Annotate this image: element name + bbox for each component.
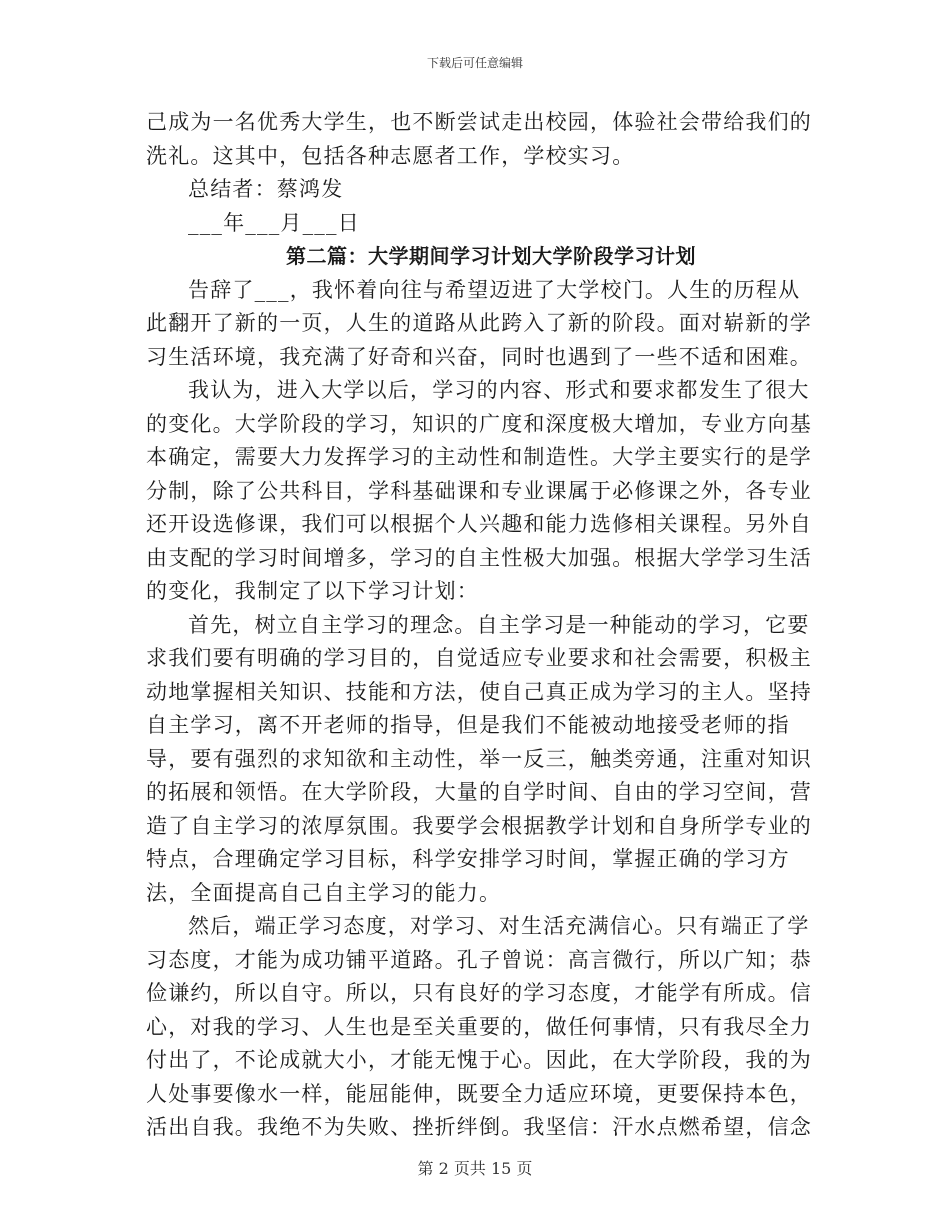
paragraph-intro: 告辞了___，我怀着向往与希望迈进了大学校门。人生的历程从此翻开了新的一页，人生的道路从此跨入了新的阶段。面对崭新的学习生活环境，我充满了好奇和兴奋，同时也遇到了一些不适和困难。 bbox=[146, 277, 812, 369]
date-line: ___年___月___日 bbox=[188, 210, 360, 235]
paragraph-opinion: 我认为，进入大学以后，学习的内容、形式和要求都发生了很大的变化。大学阶段的学习，知识的广度和深度极大增加，专业方向基本确定，需要大力发挥学习的主动性和制造性。大学主要实行的是学分制，除了公共科目，学科基础课和专业课属于必修课之外，各专业还开设选修课，我们可以根据个人兴趣和能力选修相关课程。另外自由支配的学习时间增多，学习的自主性极大加强。根据大学学习生活的变化，我制定了以下学习计划： bbox=[146, 378, 812, 603]
page-footer: 第 2 页共 15 页 bbox=[417, 1159, 533, 1178]
summary-author: 总结者：蔡鸿发 bbox=[188, 177, 344, 201]
paragraph-first: 首先，树立自主学习的理念。自主学习是一种能动的学习，它要求我们要有明确的学习目的，自觉适应专业要求和社会需要，积极主动地掌握相关知识、技能和方法，使自己真正成为学习的主人。坚持自主学习，离不开老师的指导，但是我们不能被动地接受老师的指导，要有强烈的求知欲和主动性，举一反三，触类旁通，注重对知识的拓展和领悟。在大学阶段，大量的自学时间、自由的学习空间，营造了自主学习的浓厚氛围。我要学会根据教学计划和自身所学专业的特点，合理确定学习目标，科学安排学习时间，掌握正确的学习方法，全面提高自己自主学习的能力。 bbox=[146, 612, 812, 905]
page-header: 下载后可任意编辑 bbox=[426, 56, 523, 70]
document-body bbox=[146, 106, 816, 1145]
section-title: 第二篇：大学期间学习计划大学阶段学习计划 bbox=[286, 244, 696, 268]
paragraph-continuation: 己成为一名优秀大学生，也不断尝试走出校园，体验社会带给我们的洗礼。这其中，包括各种志愿者工作，学校实习。 bbox=[146, 110, 812, 168]
paragraph-then: 然后，端正学习态度，对学习、对生活充满信心。只有端正了学习态度，才能为成功铺平道路。孔子曾说：高言微行，所以广知；恭俭谦约，所以自守。所以，只有良好的学习态度，才能学有所成。信心，对我的学习、人生也是至关重要的，做任何事情，只有我尽全力付出了，不论成就大小，才能无愧于心。因此，在大学阶段，我的为人处事要像水一样，能屈能伸，既要全力适应环境，更要保持本色，活出自我。我绝不为失败、挫折绊倒。我坚信：汗水点燃希望，信念 bbox=[146, 914, 812, 1139]
